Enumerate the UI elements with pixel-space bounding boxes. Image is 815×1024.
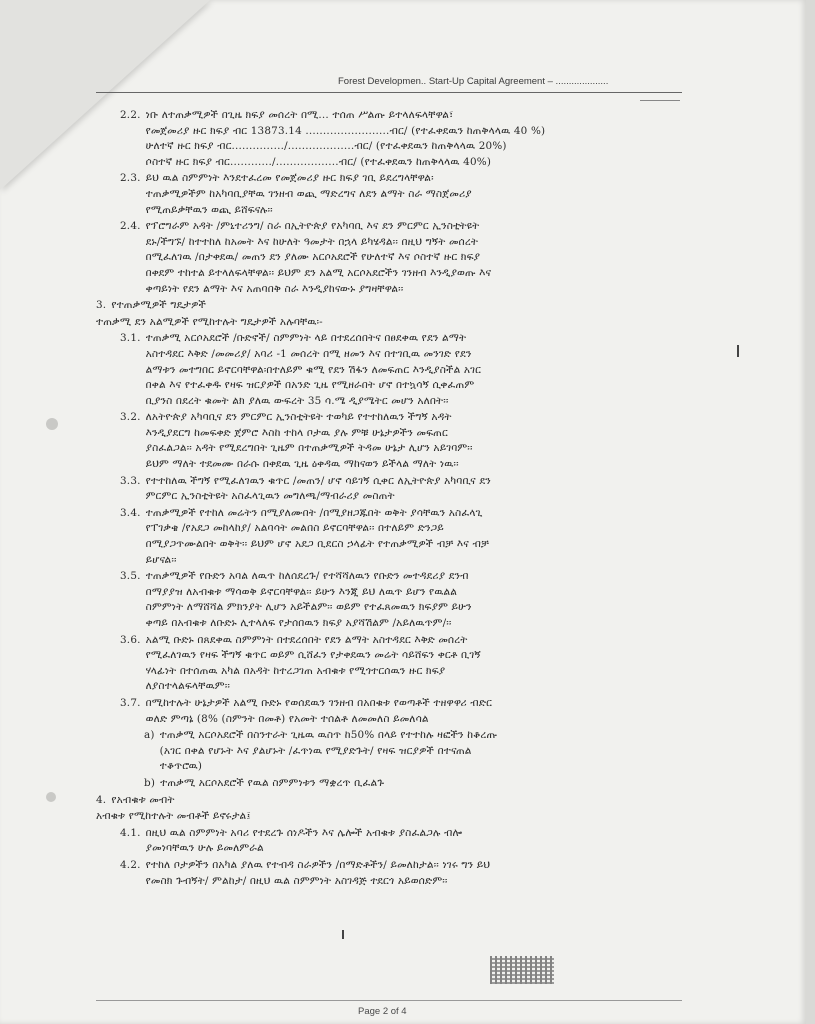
document-body bbox=[96, 107, 708, 889]
text-line: በቀደም ተከተል ይተላለፍላቸዋል፡፡ ይህም ደን አልሚ አርሶአደሮችን ገንዘብ እንዲያወጡ እና bbox=[145, 266, 492, 279]
text-line: እንዲያደርግ ከመፍቀድ ጀምሮ እስከ ተከላ ቦታዉ ያሉ ምቹ ሁኔታዎችን መፍጠር bbox=[145, 426, 448, 439]
text-line: የሚፈለገዉን የዛፍ ችግኝ ቁጥር ወይም ሲሸፈን የታቀደዉን መሬት ሳይሸፍን ቀርቶ ቢገኝ bbox=[145, 649, 481, 662]
text-line: ተጠቃሚ ደን አልሚዎች የሚከተሉት ግዴታዎች አሉባቸዉ፡- bbox=[96, 315, 323, 328]
text-line: የሚጠይቃቸዉን ወጪ ይሸፍናሉ፡፡ bbox=[145, 203, 273, 216]
text-line: ተጠቃሚዎችም ከአካባቢያቸዉ ገንዘብ ወጪ ማድረግና ለደን ልማት ስራ ማስጀመሪያ bbox=[145, 187, 472, 200]
section-item bbox=[96, 776, 708, 792]
section-item bbox=[96, 410, 708, 472]
punch-hole-top bbox=[46, 418, 58, 430]
text-line: የአብቁቱ መብት bbox=[111, 793, 175, 806]
header-rule bbox=[96, 92, 682, 93]
section-number: a) bbox=[144, 729, 155, 742]
text-line: ልማቱን መተግበር ይኖርባቸዋል፡በተለይም ቁሚ የደን ሽፋን ለመፍጠር እንዲያስችል አገር bbox=[145, 363, 482, 376]
text-line: በማያያዝ ለአብቁቱ ማሳወቅ ይኖርባቸዋል፡፡ ይሁን እንጂ ይህ ለዉጥ ይሆን የዉልል bbox=[145, 585, 458, 598]
section-item bbox=[96, 171, 708, 218]
text-line: ይህ ዉል ስምምነት እንደተፈረመ የመጀመሪያ ዙር ክፍያ ገቢ ይደረግላቸዋል፡ bbox=[145, 172, 434, 185]
section-number: 2.2. bbox=[120, 109, 141, 121]
text-line: የተተከለዉ ችግኝ የሚፈለገዉን ቁጥር /መጠን/ ሆኖ ሳይገኝ ሲቀር ለኢትዮጵያ አካባቢና ደን bbox=[145, 474, 491, 487]
text-line: በሚያጋጥሙልበት ወቅት፡፡ ይህም ሆኖ አደጋ ቢደርስ ኃላፊት የተጠቃሚዎች ብቻ እና ብቻ bbox=[145, 538, 490, 551]
page-number: Page 2 of 4 bbox=[358, 1006, 407, 1017]
section-number: 3. bbox=[96, 299, 107, 312]
section-text bbox=[146, 410, 708, 472]
text-line: የፕሮግራም አዳት /ምኒተሪንግ/ ስራ በኢትዮጵያ የአካባቢ እና ደን ምርምር ኢንስቲትዩት bbox=[145, 220, 480, 233]
page-header: Forest Developmen.. Start-Up Capital Agreement – .................... bbox=[338, 76, 609, 87]
section-text bbox=[96, 809, 708, 825]
section-text bbox=[146, 696, 708, 727]
text-line: የመጀመሪያ ዙር ክፍያ ብር 13873.14 ........................ብር/ (የተፈቀደዉን ከጠቅላላዉ 40 %) bbox=[145, 124, 546, 137]
margin-mark bbox=[737, 345, 739, 357]
footer-rule bbox=[96, 1000, 682, 1001]
text-line: ለአትዮጵያ አካባቢና ደን ምርምር ኢንስቲትዩት ተወካይ የተተከለዉን ችግኝ አዳት bbox=[145, 411, 452, 424]
text-line: ሃላፊነት በተሰጠዉ አካል በአዳት ከተረጋገጠ አብቁቱ የሚጎተርሰዉን ዙር ክፍያ bbox=[145, 664, 446, 677]
text-line: ለያስተላልፍላቸዉም፡፡ bbox=[145, 680, 231, 693]
section-number: 4. bbox=[96, 793, 107, 806]
section-text bbox=[146, 171, 708, 218]
section-item bbox=[96, 219, 708, 297]
section-number: 3.6. bbox=[120, 633, 141, 646]
header-rule-right bbox=[640, 100, 680, 101]
text-line: ተጠቃሚዎች የተከለ መሬትን በሚያለሙበት /በሚያዘጋጁበት ወቅት ያሳቸዉን አስፈላጊ bbox=[145, 506, 483, 519]
section-text bbox=[146, 633, 708, 695]
section-number: b) bbox=[144, 776, 156, 789]
section-number: 4.2. bbox=[120, 858, 141, 871]
punch-hole-bottom bbox=[46, 792, 56, 802]
section-item bbox=[96, 331, 708, 409]
section-item bbox=[96, 858, 708, 889]
text-line: የመስክ ጉብኝት/ ምልከታ/ በዚህ ዉል ስምምነት አስገዳጅ ተደርጎ አይወሰድም፡፡ bbox=[145, 874, 448, 887]
text-line: ምርምር ኢንስቲትዩት አስፈላጊዉን መግለጫ/ማብራሪያ መስጠት bbox=[145, 490, 395, 503]
section-number: 3.2. bbox=[120, 411, 141, 424]
text-line: ተጠቃሚ አርሶአደሮች /ቡድኖች/ ስምምነት ላይ በተደረሰበትና በፀደቀዉ የደን ልማት bbox=[145, 332, 467, 345]
text-line: ተጠቃሚዎች የቡድን አባል ለዉጥ ከለሰደረጉ/ የተሻሻለዉን የቡድን መተዳደሪያ ደንብ bbox=[145, 570, 469, 583]
section-text bbox=[146, 826, 708, 857]
text-line: የተከለ ቦታዎችን በአካል ያለዉ የተብዳ ስራዎችን /በማድቶችን/ ይመለከታል፡፡ ነገሩ ግን ይህ bbox=[145, 858, 491, 871]
section-text bbox=[146, 858, 708, 889]
section-item bbox=[96, 315, 708, 331]
text-line: አስተዳደር እቅድ /መመሪያ/ አባሪ -1 መሰረት በሚ ዘመን እና በተገቢዉ መንገድ የደን bbox=[145, 347, 472, 360]
text-line: ይሆናል፡፡ bbox=[145, 553, 177, 566]
section-number: 3.4. bbox=[120, 506, 141, 519]
text-line: በሚፈለገዉ /በታቀደዉ/ መጠን ደን ያለሙ አርሶአደሮች የሁለተኛ እና ሶስተኛ ዙር ክፍያ bbox=[145, 251, 481, 264]
section-number: 2.3. bbox=[120, 172, 141, 185]
section-text bbox=[111, 793, 708, 809]
section-item bbox=[96, 298, 708, 314]
text-line: በቀል እና የተፈቀዱ የዛፍ ዝርያዎች በአንድ ጊዜ የሚዘራበት ሆኖ በተኳሳኝ ሲቀፈጠም bbox=[145, 379, 475, 392]
section-item bbox=[96, 569, 708, 631]
section-item bbox=[96, 108, 708, 170]
section-text bbox=[96, 315, 708, 331]
section-text bbox=[146, 569, 708, 631]
text-line: ይህም ማለት ተደመሙ በራሱ በቀደዉ ጊዜ ዕቀዳዉ ማከናወን ይችላል ማለት ነዉ፡፡ bbox=[145, 458, 459, 471]
section-text bbox=[146, 108, 708, 170]
section-number: 4.1. bbox=[120, 826, 141, 839]
text-line: ተጠቃሚ አርሶአደሮች በስንተራት ጊዜዉ ዉስጥ ከ50% በላይ የተተከሉ ዛፎችን ከቆረጡ bbox=[159, 729, 498, 742]
text-line: ወለድ ምጣኔ (8% (ስምንት በመቶ) የአመት ተሰልቶ ለመመለስ ይመለሳል bbox=[145, 712, 429, 725]
section-text bbox=[146, 474, 708, 505]
section-text bbox=[146, 219, 708, 297]
section-item bbox=[96, 696, 708, 727]
section-text bbox=[111, 298, 708, 314]
text-line: አብቁቱ የሚከተሉት መብቶች ይኖሩታል፤ bbox=[96, 810, 251, 823]
text-line: (አገር በቀል የሆኑት እና ያልሆኑት /ፈጥነዉ የሚያድጉት/ የዛፍ ዝርያዎች በተናጠል bbox=[159, 744, 472, 757]
text-line: ስምምነት ለማሸሻል ምክንያት ሊሆን አይችልም፡፡ ወይም የተፈጸመዉን ክፍያም ይሁን bbox=[145, 601, 472, 614]
section-item bbox=[96, 826, 708, 857]
text-line: ቢያንስ በደረት ቁመት ልክ ያለዉ ውፍረት 35 ሳ.ሜ ዲያሜትር መሆን አለበት፡፡ bbox=[145, 394, 449, 407]
section-number: 3.7. bbox=[120, 696, 141, 709]
section-item bbox=[96, 793, 708, 809]
text-line: በሚከተሉት ሁኔታዎች አልሚ ቡድኑ የወሰደዉን ገንዘብ በአበቁቱ የወጣቶች ተዘዋዋሪ ብድር bbox=[145, 696, 493, 709]
text-line: ነቡ ለተጠቃሚዎች በጊዜ ክፍያ መሰረት በሚ... ተሰጠ ሥልጡ ይተላለፍላቸዋል፣ bbox=[145, 109, 454, 121]
section-item bbox=[96, 633, 708, 695]
text-line: ተጠቃሚ አርሶአደሮች የዉል ስምምነቱን ማቋረጥ ቢፈልጉ bbox=[160, 776, 385, 789]
section-number: 3.5. bbox=[120, 570, 141, 583]
section-text bbox=[160, 776, 708, 792]
text-line: ተቆጥሮዉ) bbox=[159, 760, 203, 773]
section-number: 3.1. bbox=[120, 332, 141, 345]
text-line: ያስፈልጋል፡፡ አዳት የሚደረግበት ጊዜም በተጠቃሚዎች ትዳመ ሁኔታ ሊሆን አይገባም፡፡ bbox=[145, 442, 473, 455]
section-item bbox=[96, 506, 708, 568]
section-text bbox=[146, 331, 708, 409]
text-line: ቀጣይ በአብቁቱ ለቡድኑ ሊተላለፍ የታሰበዉን ክፍያ አያሻሽልም /አይለዉጥም/፡፡ bbox=[145, 617, 452, 629]
scan-mark bbox=[342, 930, 344, 939]
text-line: ሁለተኛ ዙር ክፍያ ብር.............../...................ብር/ (የተፈቀደዉን ከጠቅላላዉ 20%) bbox=[145, 140, 507, 153]
text-line: ደኑ/ችግኙ/ ከተተከለ ከአመት እና ከሁለት ዓመታት በኋላ ይካሄዳል፡፡ በዚህ ግኝት መሰረት bbox=[145, 235, 479, 248]
section-number: 2.4. bbox=[120, 220, 141, 233]
text-line: ቀጣይነት የደን ልማት እና አጠባበቅ ስራ እንዲያከናውኑ ያግዛቸዋል፡፡ bbox=[145, 282, 404, 295]
text-line: የተጠቃሚዎች ግዴታዎች bbox=[111, 299, 207, 312]
section-text bbox=[160, 728, 708, 775]
qr-code bbox=[490, 956, 554, 984]
section-item bbox=[96, 809, 708, 825]
section-item bbox=[96, 474, 708, 505]
text-line: ሶስተኛ ዙር ክፍያ ብር............/..................ብር/ (የተፈቀደዉን ከጠቅላላዉ 40%) bbox=[145, 155, 492, 168]
section-text bbox=[146, 506, 708, 568]
text-line: የፐገቃቄ /የአደጋ መከላከያ/ አልባሳት መልበስ ይኖርባቸዋል፡፡ በተለይም ድንጋይ bbox=[145, 522, 444, 535]
text-line: ያመነባቸዉን ሁሉ ይመለምራል bbox=[145, 842, 264, 855]
text-line: አልሚ ቡድኑ በጸደቀዉ ስምምነት በተደረሰበት የደን ልማት አስተዳደር እቅድ መሰረት bbox=[145, 633, 468, 646]
section-number: 3.3. bbox=[120, 474, 141, 487]
text-line: በዚህ ዉል ስምምነት አባሪ የተደረጉ ሰነዶችን እና ሌሎች አብቁቱ ያስፈልጋሉ ብሎ bbox=[145, 826, 463, 839]
section-item bbox=[96, 728, 708, 775]
